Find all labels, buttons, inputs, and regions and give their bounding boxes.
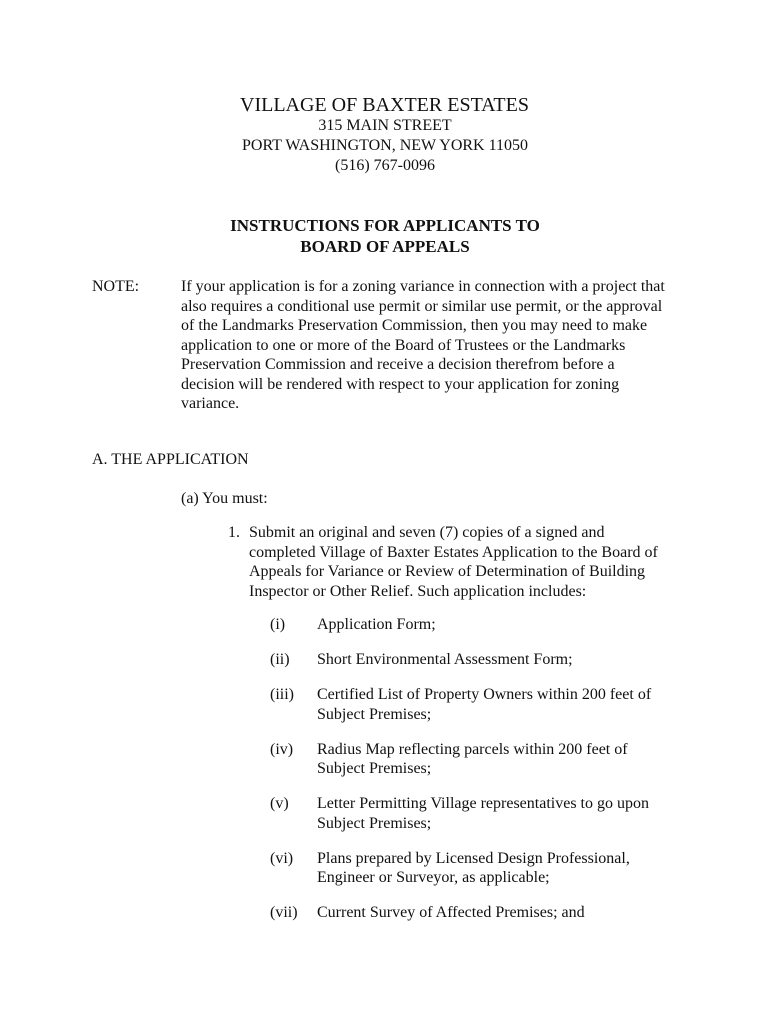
list-item-text	[317, 794, 677, 833]
village-name: VILLAGE OF BAXTER ESTATES	[240, 94, 529, 116]
list-item-line: Certified List of Property Owners within 200 feet of	[317, 686, 652, 703]
application-contents-list	[0, 615, 770, 938]
list-item-line: Letter Permitting Village representatives to go upon	[317, 795, 649, 812]
heading-line-2: BOARD OF APPEALS	[300, 237, 470, 256]
note-paragraph	[181, 277, 681, 414]
list-item-number: (ii)	[270, 651, 290, 668]
list-item-number: (vii)	[270, 904, 298, 921]
note-line: Preservation Commission and receive a decision therefrom before a	[181, 356, 615, 373]
list-item	[0, 685, 770, 724]
street-address: 315 MAIN STREET	[318, 117, 452, 134]
list-item-text	[317, 615, 677, 635]
list-item-number: (vi)	[270, 849, 294, 867]
list-item-number: (iv)	[270, 740, 294, 758]
phone-number: (516) 767-0096	[335, 157, 435, 174]
note-label: NOTE:	[92, 278, 140, 295]
list-item	[0, 903, 770, 923]
list-item-line: Radius Map reflecting parcels within 200 feet of	[317, 740, 628, 758]
list-item	[0, 794, 770, 833]
list-item-line: Application Form;	[317, 616, 436, 633]
list-item	[0, 740, 770, 779]
item-1-line: Submit an original and seven (7) copies of a signed and	[249, 524, 605, 541]
list-item-number: (i)	[270, 616, 286, 633]
list-item	[0, 650, 770, 670]
item-1-line: completed Village of Baxter Estates Application to the Board of	[249, 543, 658, 561]
note-line: of the Landmarks Preservation Commission, then you may need to make	[181, 317, 648, 334]
list-item-number: (v)	[270, 795, 289, 812]
list-item-text	[317, 650, 677, 670]
list-item-text	[317, 903, 677, 923]
list-item	[0, 615, 770, 635]
item-1-line: Inspector or Other Relief. Such application includes:	[249, 582, 587, 600]
heading-line-1: INSTRUCTIONS FOR APPLICANTS TO	[230, 216, 540, 235]
letterhead	[0, 94, 770, 176]
item-1-number: 1.	[228, 524, 240, 541]
note-line: variance.	[181, 395, 240, 412]
list-item-line: Subject Premises;	[317, 705, 432, 723]
document-heading	[0, 215, 770, 257]
list-item-text	[317, 740, 677, 779]
list-item-line: Short Environmental Assessment Form;	[317, 651, 573, 668]
note-line: also requires a conditional use permit or similar use permit, or the approval	[181, 297, 663, 315]
item-1-text	[249, 523, 679, 601]
section-a-intro: (a) You must:	[181, 490, 268, 507]
note-line: If your application is for a zoning variance in connection with a project that	[181, 278, 665, 295]
list-item-line: Plans prepared by Licensed Design Professional,	[317, 849, 630, 867]
list-item-line: Subject Premises;	[317, 814, 432, 832]
list-item-text	[317, 685, 677, 724]
list-item-line: Engineer or Surveyor, as applicable;	[317, 869, 550, 886]
item-1-line: Appeals for Variance or Review of Determination of Building	[249, 563, 646, 580]
list-item-text	[317, 849, 677, 888]
list-item-line: Subject Premises;	[317, 760, 432, 777]
note-line: application to one or more of the Board of Trustees or the Landmarks	[181, 336, 626, 354]
list-item	[0, 849, 770, 888]
list-item-line: Current Survey of Affected Premises; and	[317, 904, 585, 921]
city-address: PORT WASHINGTON, NEW YORK 11050	[241, 137, 528, 154]
list-item-number: (iii)	[270, 686, 294, 703]
note-line: decision will be rendered with respect to your application for zoning	[181, 375, 620, 393]
section-a-title: A. THE APPLICATION	[92, 451, 249, 468]
